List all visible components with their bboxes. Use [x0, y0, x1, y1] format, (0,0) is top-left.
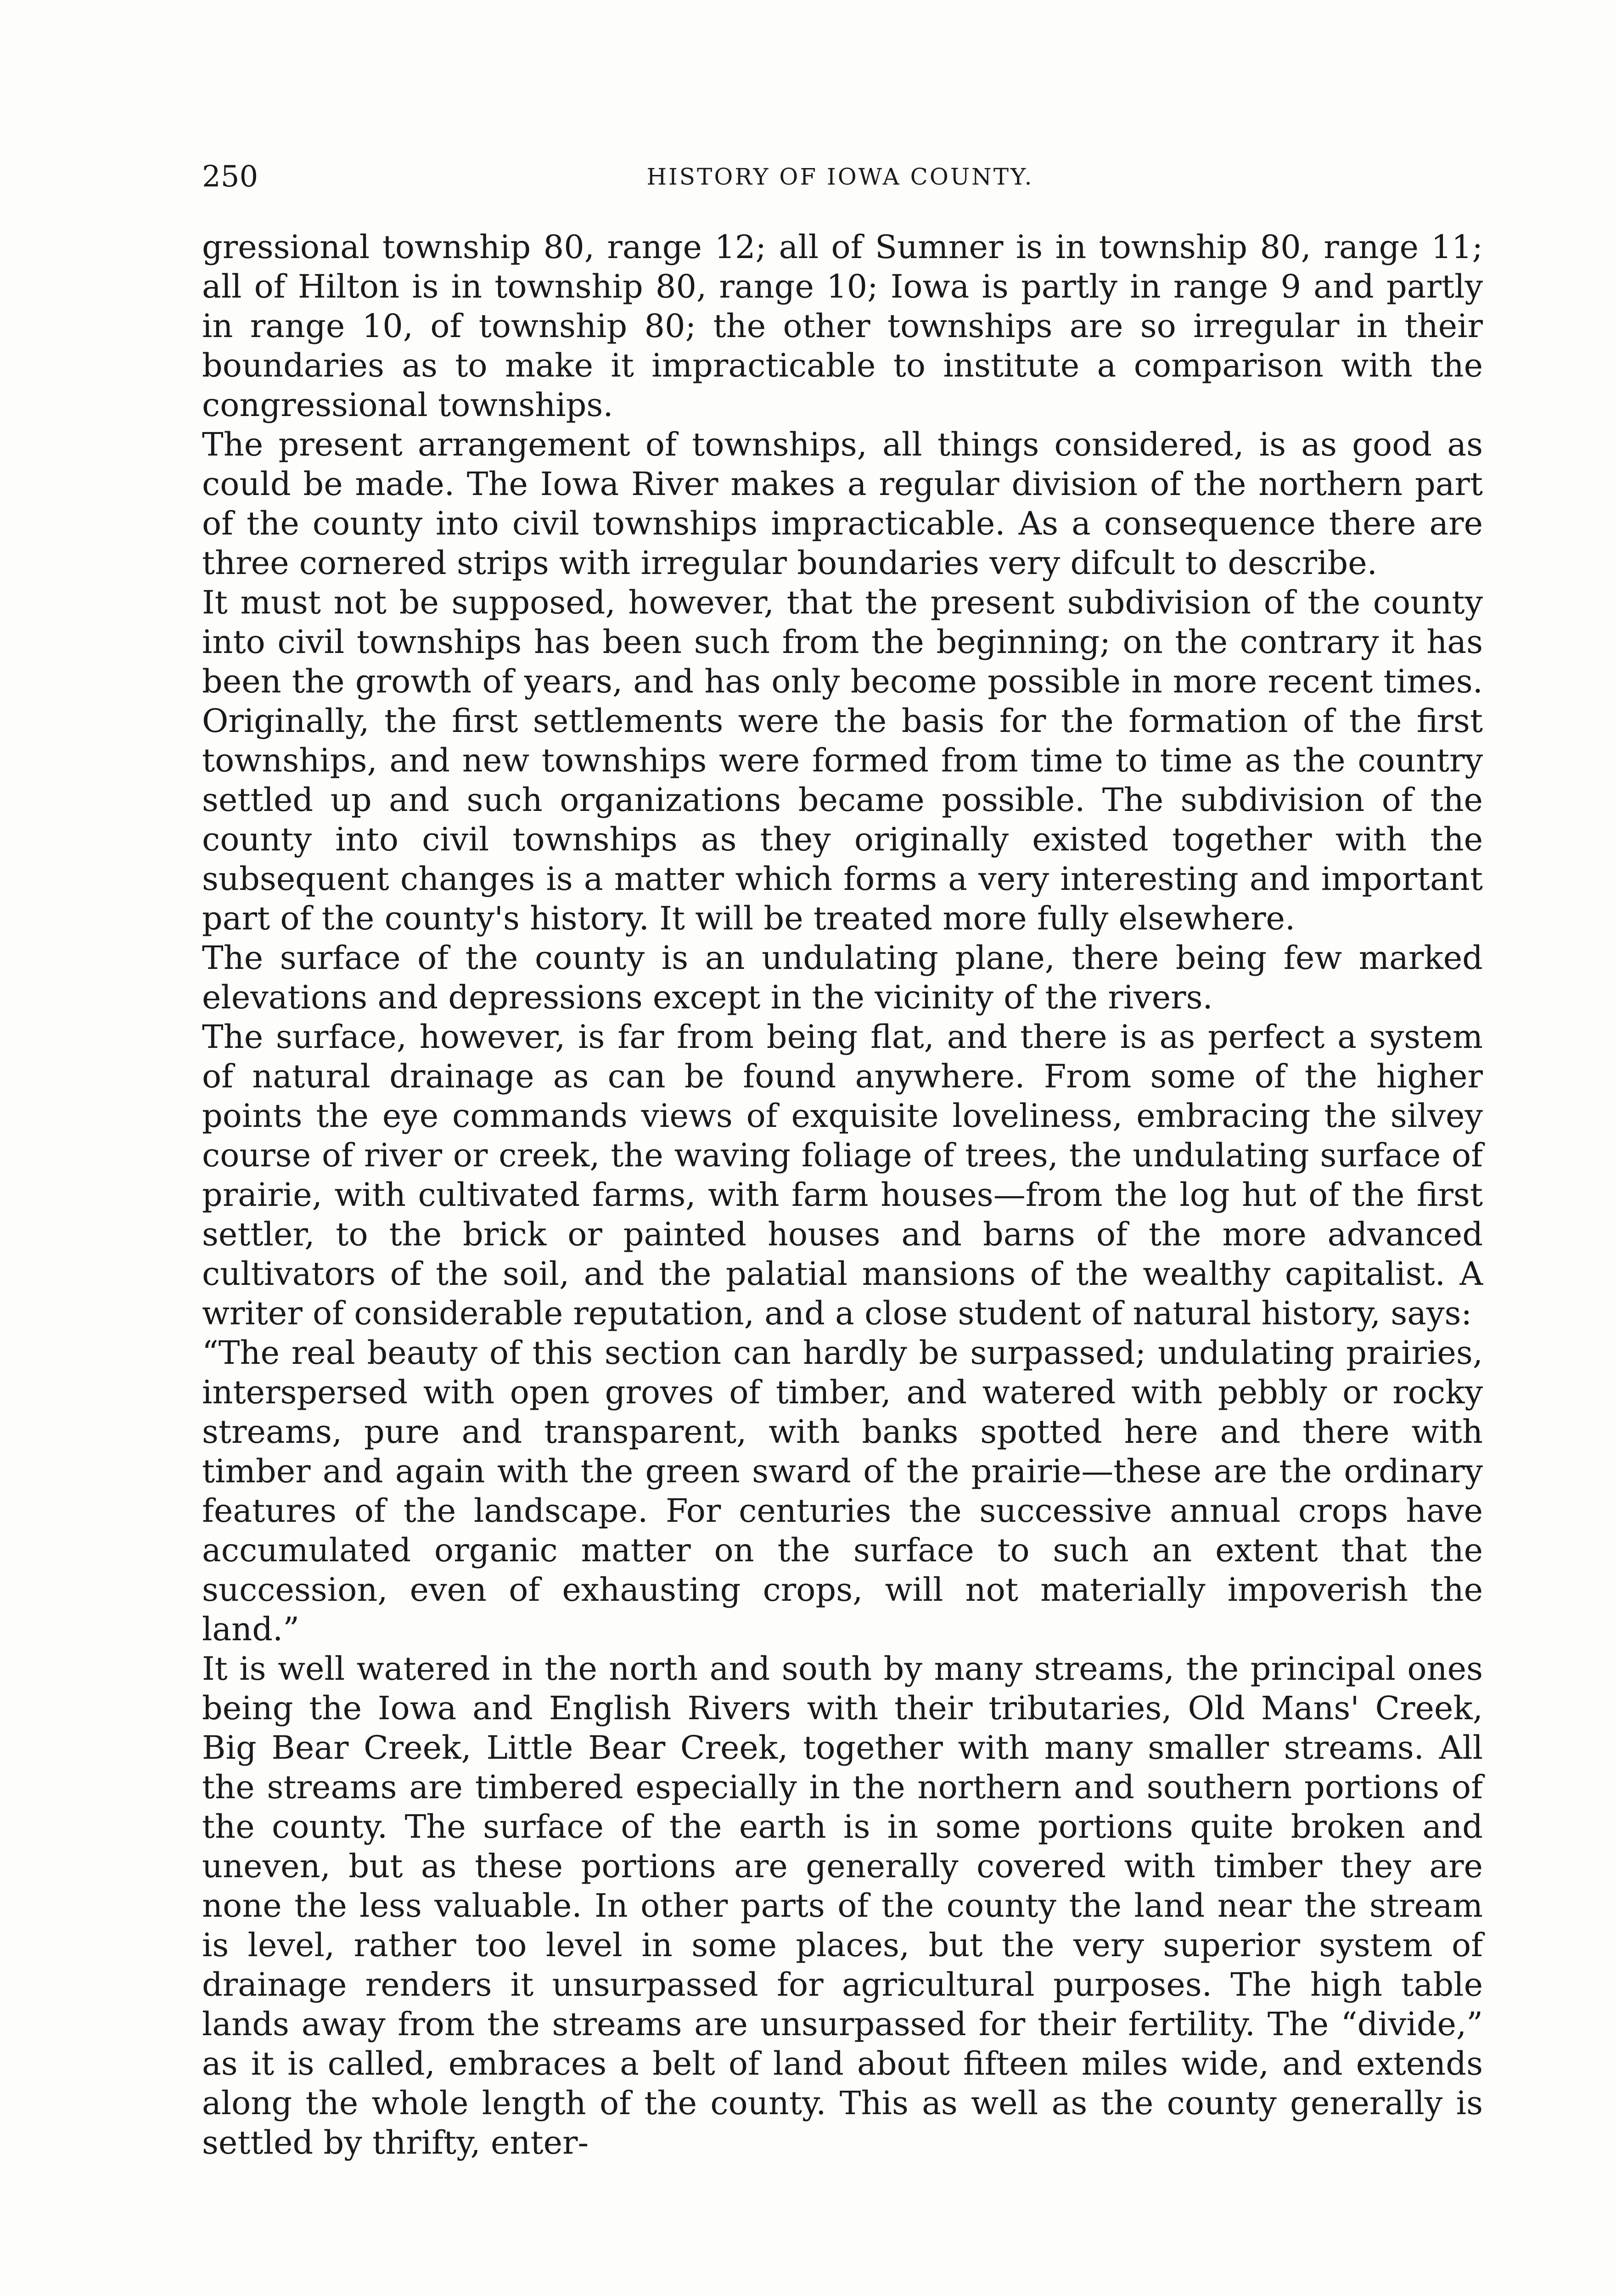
page-number: 250 [202, 160, 258, 194]
paragraph: The present arrangement of townships, all things considered, is as good as could be made. The Iowa River makes a regular division of the northern part of the county into civil townships impracticable. As a consequence there are three cornered strips with irregular boundaries very difcult to describe. [202, 426, 1483, 582]
body-text [202, 227, 1483, 2162]
paragraph: The surface of the county is an undulating plane, there being few marked elevations and depressions except in the vicinity of the rivers. [202, 939, 1483, 1016]
paragraph: The surface, however, is far from being flat, and there is as perfect a system of natural drainage as can be found anywhere. From some of the higher points the eye commands views of exquisite loveliness, embracing the silvey course of river or creek, the waving foliage of trees, the undulating surface of prairie, with cultivated farms, with farm houses—from the log hut of the first settler, to the brick or painted houses and barns of the more advanced cultivators of the soil, and the palatial mansions of the wealthy capitalist. A writer of considerable reputation, and a close student of natural history, says: [202, 1018, 1483, 1332]
paragraph: It must not be supposed, however, that the present subdivision of the county into civil townships has been such from the beginning; on the contrary it has been the growth of years, and has only become possible in more recent times. Originally, the first settlements were the basis for the formation of the first townships, and new townships were formed from time to time as the country settled up and such organizations became possible. The subdivision of the county into civil townships as they originally existed together with the subsequent changes is a matter which forms a very interesting and important part of the county's history. It will be treated more fully elsewhere. [202, 584, 1483, 937]
page-header [202, 156, 1478, 197]
paragraph: gressional township 80, range 12; all of Sumner is in township 80, range 11; all of Hilton is in township 80, range 10; Iowa is partly in range 9 and partly in range 10, of township 80; the other townships are so irregular in their boundaries as to make it impracticable to institute a comparison with the congressional townships. [202, 228, 1483, 424]
paragraph: It is well watered in the north and south by many streams, the principal ones being the Iowa and English Rivers with their tributaries, Old Mans' Creek, Big Bear Creek, Little Bear Creek, together with many smaller streams. All the streams are timbered especially in the northern and southern portions of the county. The surface of the earth is in some portions quite broken and uneven, but as these portions are generally covered with timber they are none the less valuable. In other parts of the county the land near the stream is level, rather too level in some places, but the very superior system of drainage renders it unsurpassed for agricultural purposes. The high table lands away from the streams are unsurpassed for their fertility. The “divide,” as it is called, embraces a belt of land about fifteen miles wide, and extends along the whole length of the county. This as well as the county generally is settled by thrifty, enter- [202, 1650, 1483, 2161]
block-quote-paragraph: “The real beauty of this section can hardly be surpassed; undulating prairies, interspersed with open groves of timber, and watered with pebbly or rocky streams, pure and transparent, with banks spotted here and there with timber and again with the green sward of the prairie—these are the ordinary features of the landscape. For centuries the successive annual crops have accumulated organic matter on the surface to such an extent that the succession, even of exhausting crops, will not materially impoverish the land.” [202, 1334, 1483, 1648]
running-head: HISTORY OF IOWA COUNTY. [646, 163, 1034, 190]
